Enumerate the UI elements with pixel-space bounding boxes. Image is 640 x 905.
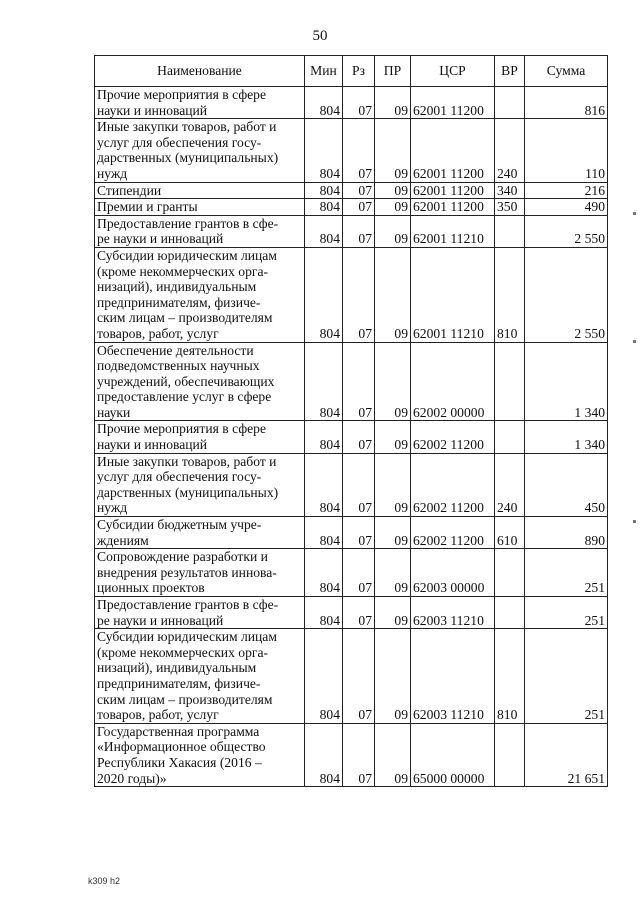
table-body — [95, 87, 608, 787]
cell-rz: 07 — [343, 342, 375, 421]
cell-min: 804 — [305, 247, 343, 342]
name-line: Субсидии бюджетным учре- — [97, 517, 262, 533]
cell-csr: 62001 11200 — [411, 182, 495, 199]
cell-rz: 07 — [343, 453, 375, 516]
name-line: дарственных (муниципальных) — [97, 150, 279, 166]
name-line: учреждений, обеспечивающих — [97, 373, 275, 389]
column-header-vr: ВР — [495, 56, 525, 87]
cell-vr: 350 — [495, 199, 525, 216]
cell-vr — [495, 87, 525, 119]
cell-rz: 07 — [343, 199, 375, 216]
cell-vr — [495, 597, 525, 629]
cell-vr — [495, 549, 525, 597]
cell-rz: 07 — [343, 421, 375, 453]
column-header-pr: ПР — [375, 56, 411, 87]
cell-vr: 240 — [495, 453, 525, 516]
table-row — [95, 549, 608, 597]
cell-vr: 340 — [495, 182, 525, 199]
name-line: 2020 годы)» — [97, 770, 167, 786]
cell-min: 804 — [305, 549, 343, 597]
cell-vr: 810 — [495, 247, 525, 342]
cell-vr: 610 — [495, 517, 525, 549]
name-line: Иные закупки товаров, работ и — [97, 453, 277, 469]
name-line: товаров, работ, услуг — [97, 707, 219, 723]
cell-vr — [495, 723, 525, 786]
cell-vr — [495, 342, 525, 421]
cell-min: 804 — [305, 629, 343, 724]
cell-sum: 1 340 — [525, 342, 608, 421]
cell-name — [95, 723, 305, 786]
cell-vr: 240 — [495, 119, 525, 182]
cell-pr: 09 — [375, 87, 411, 119]
name-line: дарственных (муниципальных) — [97, 484, 279, 500]
name-line: Сопровождение разработки и — [97, 549, 268, 565]
scan-mark — [633, 520, 636, 523]
name-line: предпринимателям, физиче- — [97, 675, 261, 691]
cell-sum: 2 550 — [525, 215, 608, 247]
table-row — [95, 453, 608, 516]
cell-pr: 09 — [375, 517, 411, 549]
cell-name — [95, 549, 305, 597]
name-line: Иные закупки товаров, работ и — [97, 119, 277, 135]
cell-min: 804 — [305, 597, 343, 629]
name-line: науки и инноваций — [97, 437, 208, 453]
cell-name — [95, 629, 305, 724]
name-line: Государственная программа — [97, 723, 260, 739]
name-line: Субсидии юридическим лицам — [97, 629, 277, 645]
name-line: предоставление услуг в сфере — [97, 389, 272, 405]
cell-rz: 07 — [343, 215, 375, 247]
cell-pr: 09 — [375, 629, 411, 724]
table-row — [95, 199, 608, 216]
name-line: Прочие мероприятия в сфере — [97, 421, 266, 437]
table-row — [95, 182, 608, 199]
table-row — [95, 342, 608, 421]
cell-rz: 07 — [343, 549, 375, 597]
cell-vr — [495, 215, 525, 247]
cell-sum: 2 550 — [525, 247, 608, 342]
cell-sum: 490 — [525, 199, 608, 216]
cell-name — [95, 247, 305, 342]
name-line: ским лицам – производителям — [97, 691, 273, 707]
cell-rz: 07 — [343, 723, 375, 786]
cell-rz: 07 — [343, 629, 375, 724]
cell-vr — [495, 421, 525, 453]
name-line: ждениям — [97, 532, 149, 548]
name-line: Субсидии юридическим лицам — [97, 247, 277, 263]
cell-vr: 810 — [495, 629, 525, 724]
cell-csr: 62002 11200 — [411, 421, 495, 453]
cell-pr: 09 — [375, 421, 411, 453]
cell-name — [95, 87, 305, 119]
table-row — [95, 517, 608, 549]
table-row — [95, 119, 608, 182]
cell-sum: 110 — [525, 119, 608, 182]
cell-min: 804 — [305, 199, 343, 216]
name-line: услуг для обеспечения госу- — [97, 469, 262, 485]
cell-pr: 09 — [375, 247, 411, 342]
name-line: низаций), индивидуальным — [97, 279, 257, 295]
name-line: предпринимателям, физиче- — [97, 294, 261, 310]
cell-csr: 62003 11210 — [411, 597, 495, 629]
cell-rz: 07 — [343, 87, 375, 119]
column-header-sum: Сумма — [525, 56, 608, 87]
name-line: нужд — [97, 165, 128, 181]
name-line: Предоставление грантов в сфе- — [97, 215, 279, 231]
cell-sum: 251 — [525, 549, 608, 597]
cell-csr: 62003 00000 — [411, 549, 495, 597]
cell-name — [95, 342, 305, 421]
cell-sum: 21 651 — [525, 723, 608, 786]
cell-min: 804 — [305, 87, 343, 119]
cell-pr: 09 — [375, 453, 411, 516]
cell-pr: 09 — [375, 182, 411, 199]
table-header-row — [95, 56, 608, 87]
table-row — [95, 215, 608, 247]
name-line: ре науки и инноваций — [97, 231, 224, 247]
name-line: подведомственных научных — [97, 358, 260, 374]
name-line: ским лицам – производителям — [97, 310, 273, 326]
table-row — [95, 247, 608, 342]
cell-rz: 07 — [343, 119, 375, 182]
cell-min: 804 — [305, 182, 343, 199]
cell-name — [95, 597, 305, 629]
cell-pr: 09 — [375, 199, 411, 216]
cell-csr: 62001 11200 — [411, 119, 495, 182]
cell-name — [95, 215, 305, 247]
name-line: науки — [97, 404, 131, 420]
cell-csr: 62003 11210 — [411, 629, 495, 724]
scan-mark — [633, 212, 636, 215]
name-line: Республики Хакасия (2016 – — [97, 754, 262, 770]
cell-name — [95, 182, 305, 199]
cell-csr: 62002 00000 — [411, 342, 495, 421]
cell-name — [95, 119, 305, 182]
budget-table — [94, 55, 608, 787]
cell-csr: 62002 11200 — [411, 517, 495, 549]
name-line: «Информационное общество — [97, 739, 266, 755]
name-line: Прочие мероприятия в сфере — [97, 87, 266, 102]
cell-sum: 251 — [525, 629, 608, 724]
name-line: ционных проектов — [97, 580, 205, 596]
name-line: (кроме некоммерческих орга- — [97, 263, 269, 279]
cell-min: 804 — [305, 453, 343, 516]
name-line: услуг для обеспечения госу- — [97, 134, 262, 150]
cell-pr: 09 — [375, 119, 411, 182]
name-line: Премии и гранты — [97, 199, 198, 215]
cell-pr: 09 — [375, 342, 411, 421]
document-code: k309 h2 — [88, 876, 121, 886]
cell-rz: 07 — [343, 182, 375, 199]
cell-min: 804 — [305, 421, 343, 453]
table-row — [95, 597, 608, 629]
name-line: Предоставление грантов в сфе- — [97, 597, 279, 612]
cell-min: 804 — [305, 215, 343, 247]
cell-name — [95, 517, 305, 549]
page-number: 50 — [312, 28, 328, 44]
cell-sum: 816 — [525, 87, 608, 119]
cell-csr: 62001 11210 — [411, 215, 495, 247]
cell-sum: 216 — [525, 182, 608, 199]
cell-pr: 09 — [375, 549, 411, 597]
name-line: товаров, работ, услуг — [97, 325, 219, 341]
cell-sum: 1 340 — [525, 421, 608, 453]
cell-min: 804 — [305, 342, 343, 421]
name-line: нужд — [97, 500, 128, 516]
name-line: низаций), индивидуальным — [97, 660, 257, 676]
column-header-min: Мин — [305, 56, 343, 87]
cell-name — [95, 199, 305, 216]
cell-rz: 07 — [343, 517, 375, 549]
cell-csr: 62001 11200 — [411, 199, 495, 216]
name-line: внедрения результатов иннова- — [97, 564, 277, 580]
cell-min: 804 — [305, 723, 343, 786]
table-row — [95, 87, 608, 119]
cell-pr: 09 — [375, 597, 411, 629]
cell-pr: 09 — [375, 215, 411, 247]
cell-csr: 65000 00000 — [411, 723, 495, 786]
cell-csr: 62001 11200 — [411, 87, 495, 119]
cell-sum: 890 — [525, 517, 608, 549]
cell-csr: 62002 11200 — [411, 453, 495, 516]
column-header-csr: ЦСР — [411, 56, 495, 87]
cell-rz: 07 — [343, 247, 375, 342]
table-row — [95, 723, 608, 786]
cell-pr: 09 — [375, 723, 411, 786]
cell-min: 804 — [305, 517, 343, 549]
column-header-name: Наименование — [95, 56, 305, 87]
name-line: (кроме некоммерческих орга- — [97, 644, 269, 660]
name-line: науки и инноваций — [97, 102, 208, 118]
cell-min: 804 — [305, 119, 343, 182]
cell-sum: 251 — [525, 597, 608, 629]
table-row — [95, 421, 608, 453]
cell-csr: 62001 11210 — [411, 247, 495, 342]
name-line: ре науки и инноваций — [97, 612, 224, 628]
cell-rz: 07 — [343, 597, 375, 629]
cell-name — [95, 453, 305, 516]
table-row — [95, 629, 608, 724]
cell-sum: 450 — [525, 453, 608, 516]
cell-name — [95, 421, 305, 453]
column-header-rz: Рз — [343, 56, 375, 87]
name-line: Обеспечение деятельности — [97, 342, 254, 358]
name-line: Стипендии — [97, 182, 162, 198]
scan-mark — [633, 340, 636, 343]
